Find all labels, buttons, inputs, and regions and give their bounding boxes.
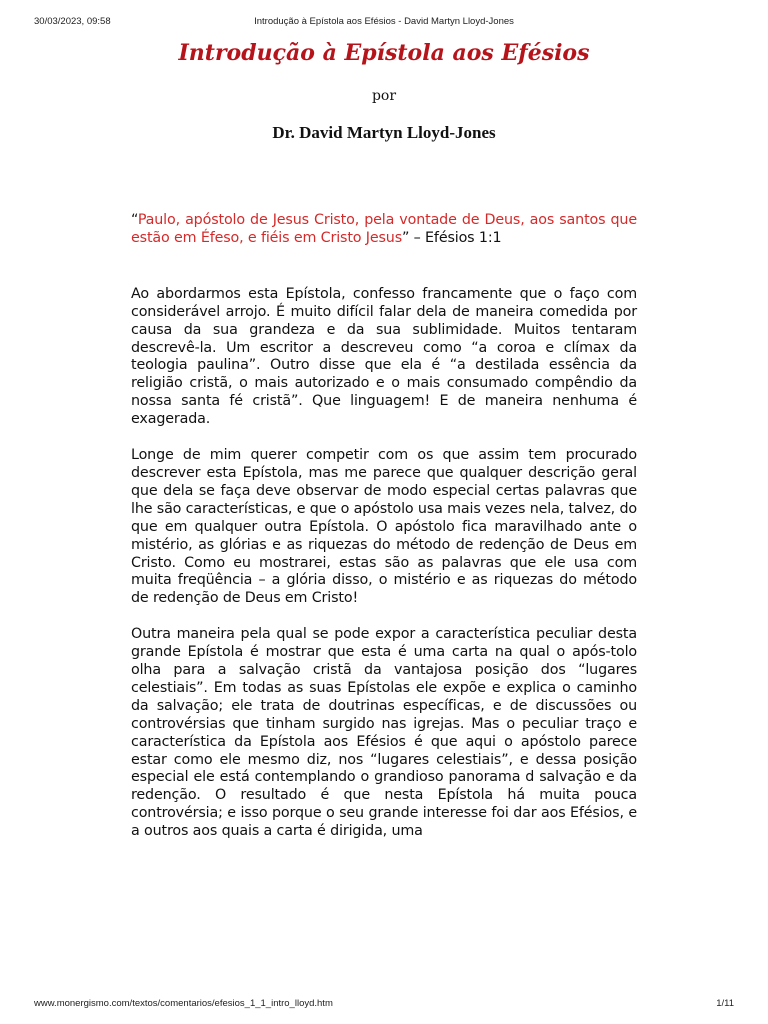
author-name: Dr. David Martyn Lloyd-Jones: [272, 123, 496, 142]
epigraph-close-quote: ”: [402, 229, 410, 246]
epigraph-quote: Paulo, apóstolo de Jesus Cristo, pela vontade de Deus, aos santos que estão em Éfeso, e fiéis em Cristo Jesus: [131, 212, 637, 246]
print-datetime: 30/03/2023, 09:58: [34, 16, 111, 27]
paragraph: Ao abordarmos esta Epístola, confesso francamente que o faço com considerável arrojo. É muito difícil falar dela de maneira comedida por causa da sua grandeza e da sua sublimidade. Muitos tentaram descrevê-la. Um escritor a descreveu como “a coroa e clímax da teologia paulina”. Outro disse que ela é “a destilada essência da religião cristã, o mais autorizado e o mais consumado compêndio da nossa santa fé cristã”. Que linguagem! E de maneira nenhuma é exagerada.: [131, 285, 637, 428]
print-page-title: Introdução à Epístola aos Efésios - David Martyn Lloyd-Jones: [254, 16, 514, 27]
epigraph-open-quote: “: [131, 212, 138, 228]
epigraph-reference: – Efésios 1:1: [409, 229, 502, 246]
print-footer: [34, 998, 734, 1012]
paragraph: Longe de mim querer competir com os que assim tem procurado descrever esta Epístola, mas me parece que qualquer descrição geral que dela se faça deve observar de modo especial certas palavras que lhe são características, e que o apóstolo usa mais vezes nela, talvez, do que em qualquer outra Epístola. O apóstolo fica maravilhado ante o mistério, as glórias e as riquezas do método de redenção de Deus em Cristo. Como eu mostrarei, estas são as palavras que ele usa com muita freqüência – a glória disso, o mistério e as riquezas do método de redenção de Deus em Cristo!: [131, 447, 637, 607]
paragraph: Outra maneira pela qual se pode expor a característica peculiar desta grande Epístola é mostrar que esta é uma carta na qual o após-tolo olha para a salvação cristã da vantajosa posição dos “lugares celestiais”. Em todas as suas Epístolas ele expõe e explica o caminho da salvação; ele trata de doutrinas específicas, e de discussões ou controvérsias que tinham surgido nas igrejas. Mas o peculiar traço e característica da Epístola aos Efésios é que aqui o apóstolo parece estar como ele mesmo diz, nos “lugares celestiais”, e dessa posição especial ele está contemplando o grandioso panorama d salvação e da redenção. O resultado é que nesta Epístola há muita pouca controvérsia; e isso porque o seu grande interesse foi dar aos Efésios, e a outros aos quais a carta é dirigida, uma: [131, 626, 637, 840]
epigraph: [131, 212, 637, 248]
print-url: www.monergismo.com/textos/comentarios/efesios_1_1_intro_lloyd.htm: [34, 998, 333, 1009]
print-header: [34, 16, 734, 30]
article-body: [131, 212, 637, 859]
byline: por: [371, 88, 397, 104]
document-title: Introdução à Epístola aos Efésios: [178, 40, 590, 66]
page-number: 1/11: [716, 998, 734, 1009]
